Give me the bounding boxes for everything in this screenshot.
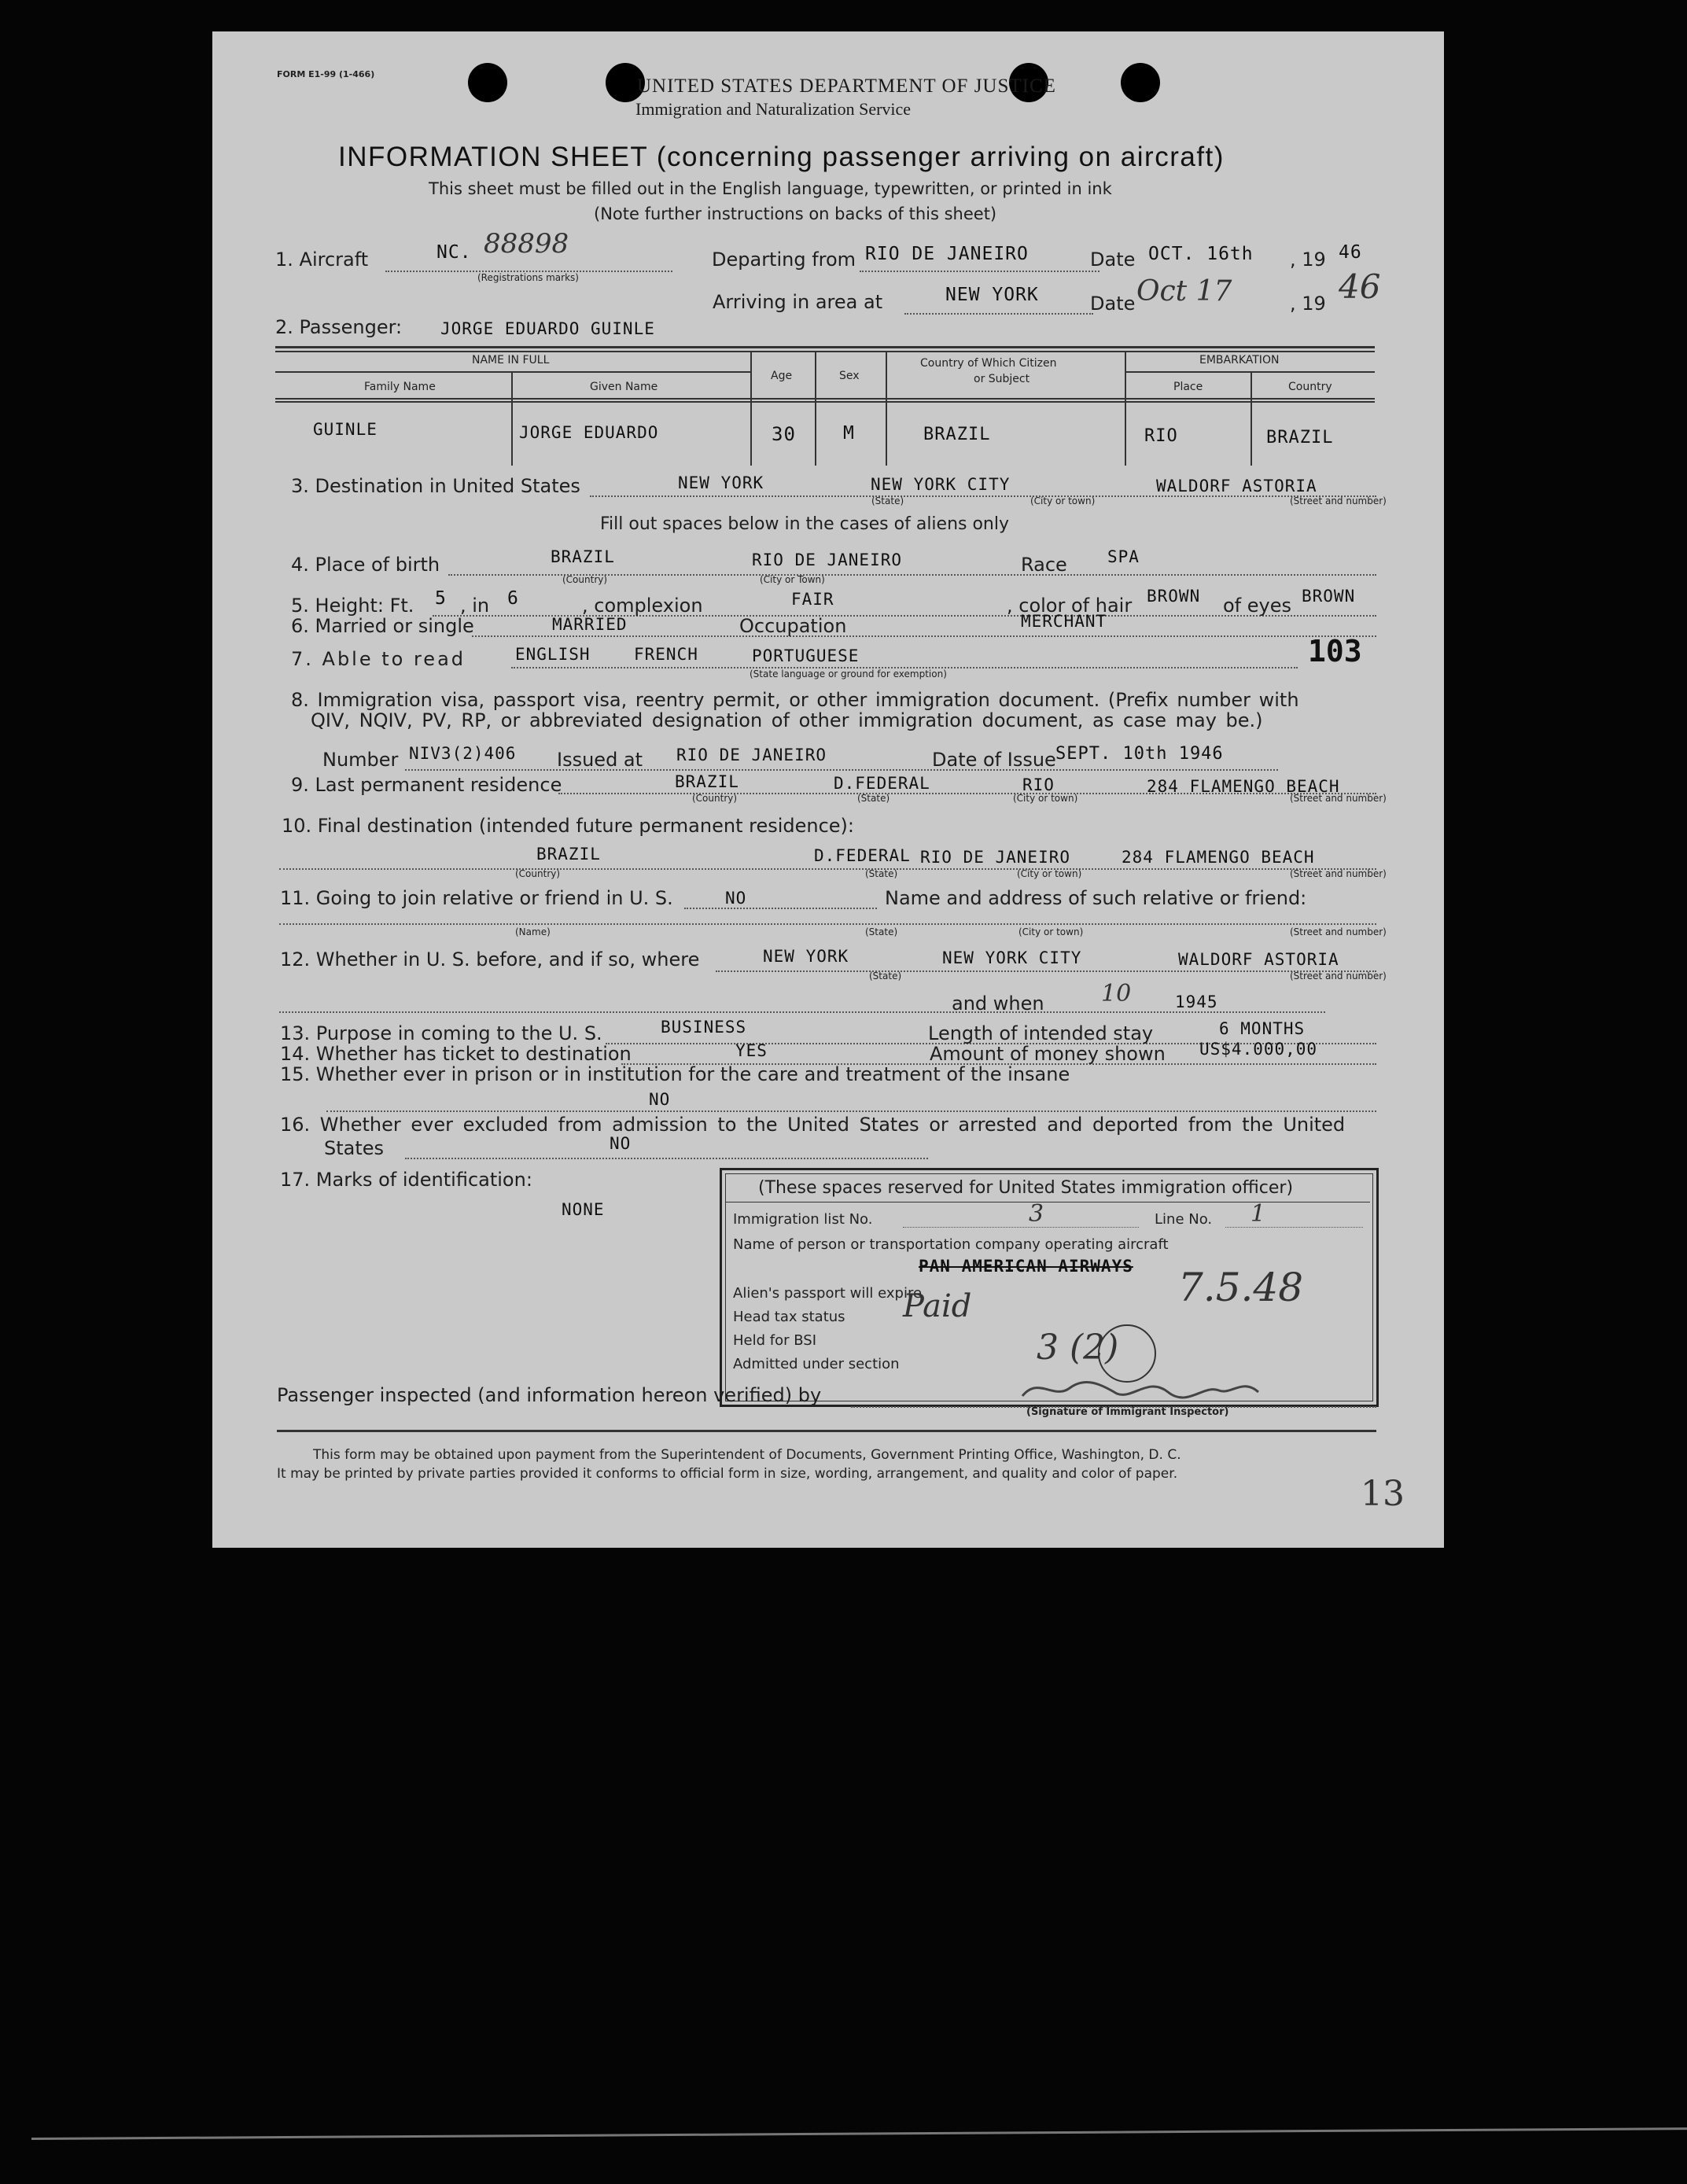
page-number: 13 [1361, 1474, 1405, 1514]
join-city-caption: (City or town) [1018, 926, 1084, 937]
marks-value: NONE [562, 1200, 605, 1219]
residence-street-caption: (Street and number) [1290, 793, 1387, 804]
excluded-label-1: 16. Whether ever excluded from admission to the United States or arrested and deported from the United [280, 1114, 1346, 1136]
punch-hole-left [468, 63, 507, 102]
aliens-note: Fill out spaces below in the cases of aliens only [600, 514, 1010, 534]
prison-value: NO [649, 1090, 671, 1109]
birth-city-caption: (City or Town) [760, 574, 825, 585]
citizenship-cell: BRAZIL [923, 425, 991, 444]
residence-city-caption: (City or town) [1013, 793, 1078, 804]
family-name-header: Family Name [364, 381, 436, 393]
line-no-label: Line No. [1155, 1211, 1213, 1228]
height-inch-label: , in [460, 595, 490, 617]
final-city: RIO DE JANEIRO [920, 848, 1071, 867]
final-street: 284 FLAMENGO BEACH [1122, 848, 1315, 867]
stamp-number: 103 [1308, 634, 1362, 668]
race-label: Race [1021, 554, 1067, 576]
immigration-list-label: Immigration list No. [733, 1211, 873, 1228]
sex-header: Sex [839, 370, 860, 382]
age-cell: 30 [772, 423, 796, 445]
visa-text-1: 8. Immigration visa, passport visa, reentry permit, or other immigration document. (Prefix number with [291, 689, 1299, 711]
family-name-cell: GUINLE [313, 420, 378, 439]
issued-at-label: Issued at [557, 749, 643, 771]
aircraft-label: 1. Aircraft [275, 249, 369, 271]
footer-text-2: It may be printed by private parties provided it conforms to official form in size, wording, arrangement, and quality and color of paper. [277, 1466, 1178, 1482]
officer-box-title: (These spaces reserved for United States immigration officer) [758, 1178, 1294, 1198]
before-state-caption: (State) [869, 970, 902, 982]
arriving-year: 46 [1339, 267, 1381, 306]
married-label: 6. Married or single [291, 615, 474, 637]
issued-at: RIO DE JANEIRO [676, 746, 827, 764]
final-label: 10. Final destination (intended future permanent residence): [282, 815, 855, 837]
purpose-value: BUSINESS [661, 1018, 747, 1037]
place-header: Place [1173, 381, 1203, 393]
passenger-label: 2. Passenger: [275, 316, 403, 338]
read-caption: (State language or ground for exemption) [750, 668, 947, 680]
before-year: 1945 [1175, 993, 1218, 1011]
punch-hole-right [1121, 63, 1160, 102]
before-month: 10 [1101, 980, 1132, 1007]
departing-date-label: Date [1090, 249, 1136, 271]
before-street: WALDORF ASTORIA [1178, 950, 1339, 969]
join-state-caption: (State) [865, 926, 898, 937]
race-value: SPA [1107, 547, 1140, 566]
occupation-value: MERCHANT [1021, 612, 1107, 631]
section-label: Admitted under section [733, 1356, 900, 1372]
company-label: Name of person or transportation company operating aircraft [733, 1236, 1169, 1253]
language-2: FRENCH [634, 645, 698, 664]
line-no: 1 [1251, 1200, 1266, 1228]
arriving-date-label: Date [1090, 293, 1136, 315]
money-value: US$4.000,00 [1199, 1040, 1318, 1059]
inspector-caption: (Signature of Immigrant Inspector) [1026, 1406, 1229, 1418]
inspected-label: Passenger inspected (and information hereon verified) by [277, 1384, 822, 1406]
residence-country-caption: (Country) [692, 793, 738, 804]
final-country-caption: (Country) [515, 868, 561, 879]
departing-year-prefix: , 19 [1290, 249, 1326, 271]
passport-expire-label: Alien's passport will expire [733, 1285, 923, 1302]
arriving-date: Oct 17 [1136, 275, 1232, 308]
before-label: 12. Whether in U. S. before, and if so, where [280, 948, 700, 970]
birth-city: RIO DE JANEIRO [752, 551, 903, 569]
instruction-text: This sheet must be filled out in the English language, typewritten, or printed in ink [429, 179, 1112, 198]
eyes-value: BROWN [1302, 587, 1356, 606]
arriving-at: NEW YORK [945, 285, 1039, 305]
language-3: PORTUGUESE [752, 646, 860, 665]
departing-year: 46 [1339, 242, 1362, 263]
complexion-value: FAIR [791, 590, 834, 609]
service-name: Immigration and Naturalization Service [635, 99, 912, 119]
birth-label: 4. Place of birth [291, 554, 440, 576]
embarkation-header: EMBARKATION [1199, 354, 1280, 366]
inspector-signature [1015, 1368, 1266, 1408]
purpose-label: 13. Purpose in coming to the U. S. [280, 1022, 602, 1044]
height-label: 5. Height: Ft. [291, 595, 414, 617]
before-city: NEW YORK CITY [942, 948, 1082, 967]
passenger-name: JORGE EDUARDO GUINLE [440, 319, 655, 338]
final-state: D.FEDERAL [814, 846, 911, 865]
destination-state: NEW YORK [678, 473, 764, 492]
join-street-caption: (Street and number) [1290, 926, 1387, 937]
emb-country-header: Country [1288, 381, 1332, 393]
when-label: and when [952, 993, 1044, 1015]
read-label: 7. Able to read [291, 648, 466, 670]
birth-country-caption: (Country) [562, 574, 608, 585]
excluded-label-2: States [324, 1137, 385, 1159]
head-tax-value: Paid [903, 1288, 972, 1324]
destination-street-caption: (Street and number) [1290, 495, 1387, 506]
join-name-label: Name and address of such relative or friend: [885, 887, 1307, 909]
head-tax-label: Head tax status [733, 1309, 845, 1325]
departing-label: Departing from [712, 249, 856, 271]
destination-street: WALDORF ASTORIA [1156, 477, 1317, 495]
money-label: Amount of money shown [930, 1043, 1166, 1065]
aircraft-number: 88898 [484, 228, 569, 260]
eyes-label: of eyes [1223, 595, 1291, 617]
final-state-caption: (State) [865, 868, 898, 879]
bsi-label: Held for BSI [733, 1332, 816, 1349]
visa-number: NIV3(2)406 [409, 744, 517, 763]
scanner-edge-line [31, 2127, 1687, 2140]
residence-label: 9. Last permanent residence [291, 774, 562, 796]
departing-from: RIO DE JANEIRO [865, 244, 1029, 264]
birth-country: BRAZIL [551, 547, 615, 566]
final-street-caption: (Street and number) [1290, 868, 1387, 879]
page-title: INFORMATION SHEET (concerning passenger arriving on aircraft) [338, 142, 1225, 172]
emb-country-cell: BRAZIL [1266, 428, 1334, 447]
complexion-label: , complexion [582, 595, 703, 617]
form-number: FORM E1-99 (1-466) [277, 69, 375, 79]
citizenship-header: Country of Which Citizen [920, 357, 1057, 370]
issue-date-label: Date of Issue [932, 749, 1056, 771]
aircraft-prefix: NC. [436, 242, 472, 263]
residence-state: D.FEDERAL [834, 774, 930, 793]
stay-value: 6 MONTHS [1219, 1019, 1306, 1038]
destination-label: 3. Destination in United States [291, 475, 580, 497]
marks-label: 17. Marks of identification: [280, 1169, 532, 1191]
footer-text-1: This form may be obtained upon payment from the Superintendent of Documents, Government Printing Office, Washington, D. C. [313, 1447, 1181, 1463]
residence-city: RIO [1022, 775, 1055, 794]
age-header: Age [771, 370, 793, 382]
stay-label: Length of intended stay [928, 1022, 1154, 1044]
height-inches: 6 [507, 588, 519, 609]
ticket-value: YES [735, 1041, 768, 1060]
agency-name: UNITED STATES DEPARTMENT OF JUSTICE [637, 76, 1056, 97]
hair-value: BROWN [1147, 587, 1201, 606]
visa-text-2: QIV, NQIV, PV, RP, or abbreviated designation of other immigration document, as case may be.) [311, 709, 1263, 731]
destination-state-caption: (State) [871, 495, 904, 506]
given-name-header: Given Name [590, 381, 658, 393]
before-state: NEW YORK [763, 947, 849, 966]
form-sheet [212, 31, 1444, 1548]
residence-country: BRAZIL [675, 772, 739, 791]
instruction-note: (Note further instructions on backs of this sheet) [594, 204, 997, 223]
ticket-label: 14. Whether has ticket to destination [280, 1043, 632, 1065]
language-1: ENGLISH [515, 645, 591, 664]
join-label: 11. Going to join relative or friend in U. S. [280, 887, 673, 909]
company-value: PAN AMERICAN AIRWAYS [919, 1257, 1133, 1276]
hair-label: , color of hair [1007, 595, 1133, 617]
final-country: BRAZIL [536, 845, 601, 864]
immigration-list-no: 3 [1029, 1200, 1044, 1228]
prison-label: 15. Whether ever in prison or in institution for the care and treatment of the insane [280, 1063, 1070, 1085]
arriving-year-prefix: , 19 [1290, 293, 1326, 315]
married-value: MARRIED [552, 615, 628, 634]
join-name-caption: (Name) [515, 926, 551, 937]
section-value: 3 (2) [1037, 1328, 1119, 1368]
emb-place-cell: RIO [1144, 426, 1178, 446]
join-value: NO [725, 889, 747, 908]
citizenship-header-2: or Subject [974, 373, 1030, 385]
arriving-label: Arriving in area at [713, 291, 883, 313]
sex-cell: M [843, 423, 855, 444]
departing-date: OCT. 16th [1148, 244, 1254, 264]
before-street-caption: (Street and number) [1290, 970, 1387, 982]
registration-caption: (Registrations marks) [477, 272, 579, 283]
given-name-cell: JORGE EDUARDO [519, 423, 659, 442]
passport-expire-value: 7.5.48 [1178, 1265, 1304, 1310]
residence-street: 284 FLAMENGO BEACH [1147, 777, 1340, 796]
excluded-value: NO [610, 1134, 632, 1153]
name-in-full-header: NAME IN FULL [472, 354, 550, 366]
final-city-caption: (City or town) [1017, 868, 1082, 879]
height-feet: 5 [435, 588, 447, 609]
visa-number-label: Number [322, 749, 399, 771]
issue-date: SEPT. 10th 1946 [1055, 744, 1224, 764]
residence-state-caption: (State) [857, 793, 890, 804]
destination-city-caption: (City or town) [1030, 495, 1096, 506]
destination-city: NEW YORK CITY [871, 475, 1011, 494]
occupation-label: Occupation [739, 615, 847, 637]
